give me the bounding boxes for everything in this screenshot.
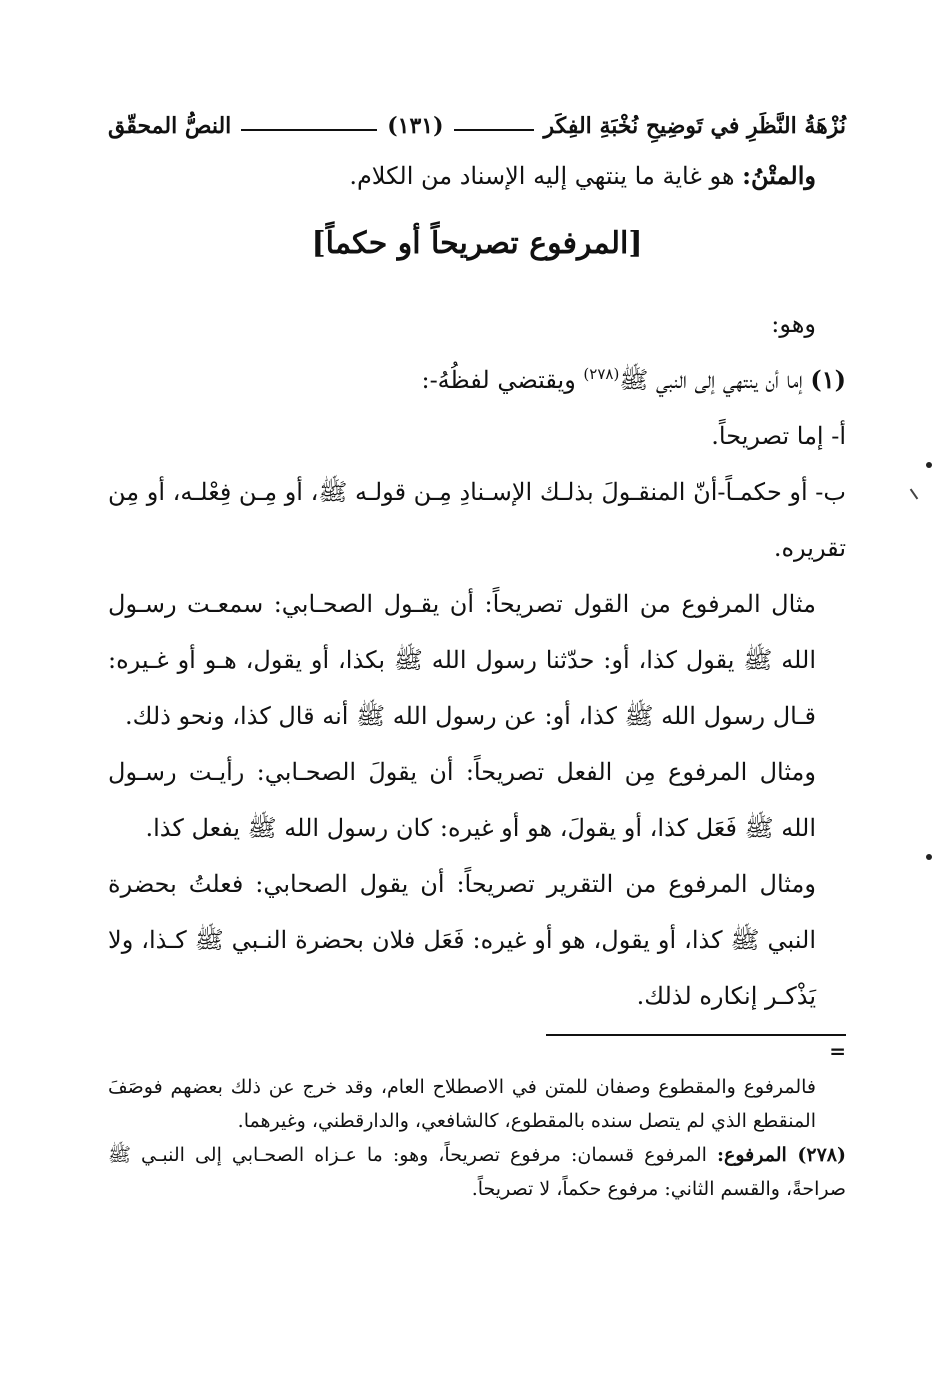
definition-term: والمتْنُ: <box>742 161 816 190</box>
item-1-text: إما أن ينتهي إلى النبي ﷺ <box>619 366 811 394</box>
item-1-number: (١) <box>810 365 846 394</box>
page-number: (١٣١) <box>387 113 444 139</box>
header-rule-left <box>241 129 377 131</box>
footnote-278 <box>108 1138 846 1206</box>
item-1 <box>108 352 846 408</box>
footnote-separator <box>546 1034 846 1036</box>
item-1-tail: ويقتضي لفظُهُ-: <box>421 366 584 394</box>
footnote-ref-278[interactable]: (٢٧٨) <box>583 365 620 383</box>
sub-item-a: أ- إما تصريحاً. <box>711 422 846 450</box>
margin-tick <box>910 489 919 500</box>
footnote-278-text: المرفوع قسمان: مرفوع تصريحاً، وهو: ما عـزاه الصحـابي إلى النبـي ﷺ صراحةً، والقسم الثاني: مرفوع حكماً، لا تصريحاً. <box>108 1144 846 1200</box>
header-left-title: النصُّ المحقّق <box>108 113 232 139</box>
margin-dot-upper <box>926 462 932 468</box>
definition-paragraph <box>108 148 846 204</box>
section-heading: [المرفوع تصريحاً أو حكماً] <box>311 226 643 261</box>
footnote-278-label: (٢٧٨) المرفوع: <box>716 1144 846 1166</box>
paragraph-approval-example: ومثال المرفوع من التقرير تصريحاً: أن يقول الصحابي: فعلتُ بحضرة النبي ﷺ كذا، أو يقول، هو أو غيره: فَعَل فلان بحضرة النـبي ﷺ كـذا، ولا يَذْكـر إنكاره لذلك. <box>108 870 816 1010</box>
footnote-continued: فالمرفوع والمقطوع وصفان للمتن في الاصطلاح العام، وقد خرج عن ذلك بعضهم فوصَفَ المنقطع الذي لم يتصل سنده بالمقطوع، كالشافعي، والدارقطني، وغيرهما. <box>108 1076 816 1132</box>
running-header <box>108 104 846 148</box>
header-right-title: نُزْهَةُ النَّظَرِ في تَوضِيحِ نُخْبَةِ الفِكَر <box>543 113 846 139</box>
definition-text: هو غاية ما ينتهي إليه الإسناد من الكلام. <box>349 162 743 190</box>
sub-item-b: ب- أو حكمـاً-أنّ المنقـولَ بذلـك الإسـنادِ مِـن قولـه ﷺ، أو مِـن فِعْلـه، أو مِن تقريره. <box>108 478 846 562</box>
paragraph-saying-example: مثال المرفوع من القول تصريحاً: أن يقـول الصحـابي: سمعـت رسـول الله ﷺ يقول كذا، أو: حدّثنا رسول الله ﷺ بكذا، أو يقول، هـو أو غـيره: قـال رسول الله ﷺ كذا، أو: عن رسول الله ﷺ أنه قال كذا، ونحو ذلك. <box>108 590 816 730</box>
paragraph-action-example: ومثال المرفوع مِن الفعل تصريحاً: أن يقولَ الصحـابي: رأيـت رسـول الله ﷺ فَعَل كذا، أو يقولَ، هو أو غيره: كان رسول الله ﷺ يفعل كذا. <box>108 758 816 842</box>
intro-text: وهو: <box>771 310 816 338</box>
page <box>108 104 846 1304</box>
footnote-continuation-mark: = <box>829 1039 846 1063</box>
header-rule-right <box>454 129 534 131</box>
margin-dot-lower <box>926 854 932 860</box>
